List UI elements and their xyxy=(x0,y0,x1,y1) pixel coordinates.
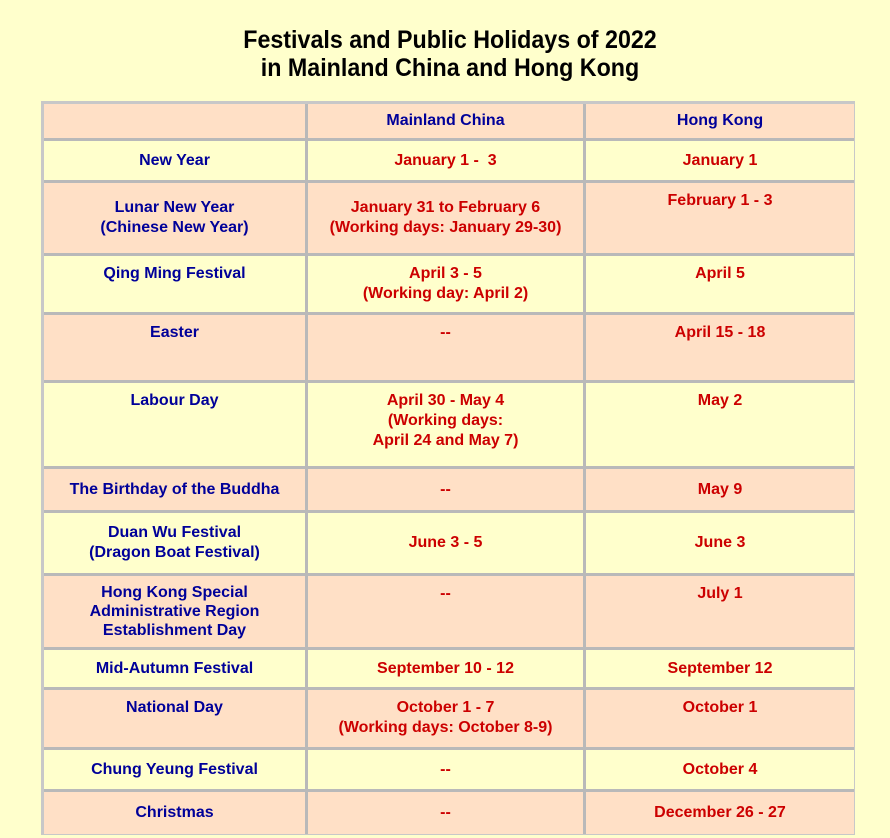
table-row xyxy=(44,650,854,690)
hongkong-date: June 3 xyxy=(586,513,854,576)
festival-name: Mid-Autumn Festival xyxy=(44,650,308,690)
table-row xyxy=(44,256,854,315)
hongkong-date: April 5 xyxy=(586,256,854,315)
table-row xyxy=(44,141,854,183)
header-festival xyxy=(44,104,308,141)
mainland-date: -- xyxy=(308,750,586,792)
festival-name: Qing Ming Festival xyxy=(44,256,308,315)
table-row xyxy=(44,576,854,650)
table-row xyxy=(44,469,854,513)
mainland-date: -- xyxy=(308,469,586,513)
hongkong-date: January 1 xyxy=(586,141,854,183)
festival-name: National Day xyxy=(44,690,308,750)
mainland-date: April 3 - 5 (Working day: April 2) xyxy=(308,256,586,315)
table-row xyxy=(44,513,854,576)
hongkong-date: December 26 - 27 xyxy=(586,792,854,834)
holidays-table xyxy=(41,101,855,835)
mainland-date: April 30 - May 4 (Working days: April 24 and May 7) xyxy=(308,383,586,469)
mainland-date: September 10 - 12 xyxy=(308,650,586,690)
festival-name: Duan Wu Festival (Dragon Boat Festival) xyxy=(44,513,308,576)
mainland-date: January 1 - 3 xyxy=(308,141,586,183)
mainland-date: June 3 - 5 xyxy=(308,513,586,576)
festival-name: Easter xyxy=(44,315,308,383)
hongkong-date: October 4 xyxy=(586,750,854,792)
hongkong-date: September 12 xyxy=(586,650,854,690)
hongkong-date: February 1 - 3 xyxy=(586,183,854,256)
hongkong-date: July 1 xyxy=(586,576,854,650)
header-mainland-china: Mainland China xyxy=(308,104,586,141)
table-row xyxy=(44,690,854,750)
hongkong-date: April 15 - 18 xyxy=(586,315,854,383)
table-row xyxy=(44,315,854,383)
table-row xyxy=(44,750,854,792)
table-row xyxy=(44,383,854,469)
page-title xyxy=(32,26,869,82)
table-header-row xyxy=(44,104,854,141)
hongkong-date: May 2 xyxy=(586,383,854,469)
table-row xyxy=(44,792,854,834)
header-hong-kong: Hong Kong xyxy=(586,104,854,141)
mainland-date: -- xyxy=(308,792,586,834)
festival-name: Lunar New Year (Chinese New Year) xyxy=(44,183,308,256)
title-line-2: in Mainland China and Hong Kong xyxy=(260,54,640,82)
festival-name: Christmas xyxy=(44,792,308,834)
hongkong-date: October 1 xyxy=(586,690,854,750)
festival-name: The Birthday of the Buddha xyxy=(44,469,308,513)
festival-name: Chung Yeung Festival xyxy=(44,750,308,792)
festival-name: Hong Kong Special Administrative Region Establishment Day xyxy=(44,576,308,650)
mainland-date: October 1 - 7 (Working days: October 8-9) xyxy=(308,690,586,750)
mainland-date: -- xyxy=(308,315,586,383)
hongkong-date: May 9 xyxy=(586,469,854,513)
table-row xyxy=(44,183,854,256)
mainland-date: -- xyxy=(308,576,586,650)
festival-name: New Year xyxy=(44,141,308,183)
mainland-date: January 31 to February 6 (Working days: January 29-30) xyxy=(308,183,586,256)
title-line-1: Festivals and Public Holidays of 2022 xyxy=(243,26,657,54)
festival-name: Labour Day xyxy=(44,383,308,469)
